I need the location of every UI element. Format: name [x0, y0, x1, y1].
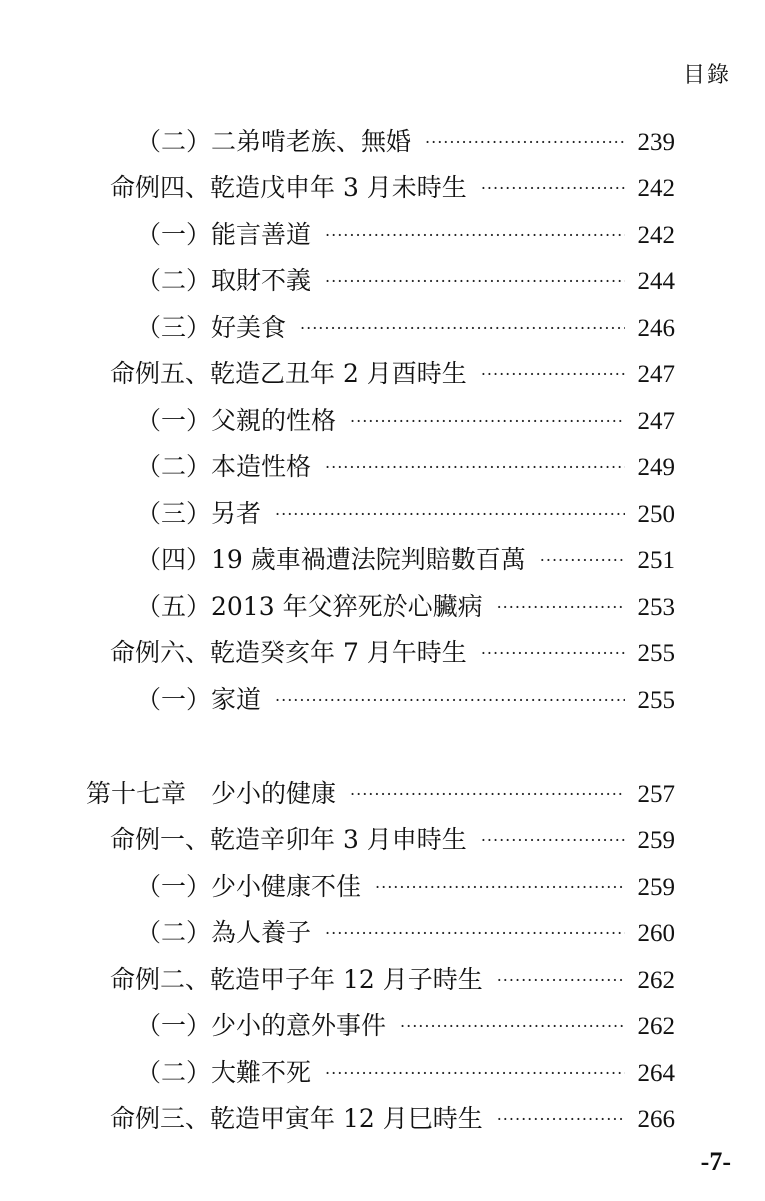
- dot-leader: [325, 259, 625, 295]
- toc-entry: [136, 263, 675, 299]
- toc-entry: [136, 217, 675, 253]
- toc-entry-title: （四）19 歲車禍遭法院判賠數百萬: [136, 545, 526, 574]
- toc-entry-page: 260: [637, 920, 675, 947]
- toc-entry-page: 239: [637, 129, 675, 156]
- toc-entry-title: （二）本造性格: [136, 452, 312, 481]
- toc-entry-title: （三）另者: [136, 499, 262, 528]
- toc-entry-title: （二）大難不死: [136, 1058, 312, 1087]
- toc-entry-page: 250: [637, 501, 675, 528]
- toc-entry: [110, 1101, 675, 1137]
- toc-entry-title: （一）家道: [136, 685, 262, 714]
- toc-entry: [136, 310, 675, 346]
- toc-entry-page: 255: [637, 640, 675, 667]
- toc-entry-page: 251: [637, 547, 675, 574]
- dot-leader: [275, 678, 625, 714]
- dot-leader: [325, 445, 625, 481]
- toc-entry: [110, 635, 675, 671]
- toc-entry-page: 262: [637, 1013, 675, 1040]
- dot-leader: [425, 120, 625, 156]
- dot-leader: [300, 306, 625, 342]
- toc-entry-title: （一）少小的意外事件: [136, 1011, 387, 1040]
- toc-entry-title: （一）父親的性格: [136, 406, 337, 435]
- toc-entry-page: 247: [637, 408, 675, 435]
- page-number: -7-: [700, 1147, 731, 1176]
- toc-entry-page: 259: [637, 827, 675, 854]
- toc-entry-page: 247: [637, 361, 675, 388]
- toc-entry-title: （一）能言善道: [136, 220, 312, 249]
- toc-entry-page: 266: [637, 1106, 675, 1133]
- toc-entry-title: （三）好美食: [136, 313, 287, 342]
- toc-entry-page: 253: [637, 594, 675, 621]
- dot-leader: [325, 911, 625, 947]
- toc-entry: [110, 962, 675, 998]
- toc-entry-page: 242: [637, 175, 675, 202]
- toc-entry-page: 242: [637, 222, 675, 249]
- toc-entry-title: （五）2013 年父猝死於心臟病: [136, 592, 483, 621]
- dot-leader: [325, 1051, 625, 1087]
- toc-entry-page: 262: [637, 967, 675, 994]
- toc-entry: [136, 1008, 675, 1044]
- toc-entry: [136, 542, 675, 578]
- toc-entry: [110, 356, 675, 392]
- toc-entry-page: 264: [637, 1060, 675, 1087]
- toc-entry-title: 命例六、乾造癸亥年 7 月午時生: [110, 638, 467, 667]
- dot-leader: [481, 818, 625, 854]
- toc-entry: [136, 449, 675, 485]
- toc-entry-title: （二）二弟啃老族、無婚: [136, 127, 412, 156]
- dot-leader: [481, 352, 625, 388]
- toc-entry-page: 259: [637, 874, 675, 901]
- toc-chapter-entry: [86, 776, 675, 812]
- toc-entry: [136, 869, 675, 905]
- toc-entry-title: （二）為人養子: [136, 918, 312, 947]
- toc-entry: [136, 403, 675, 439]
- dot-leader: [497, 1097, 625, 1133]
- toc-entry: [110, 170, 675, 206]
- toc-entry-page: 249: [637, 454, 675, 481]
- toc-entry-title: （一）少小健康不佳: [136, 872, 362, 901]
- toc-entry-title: 命例二、乾造甲子年 12 月子時生: [110, 965, 483, 994]
- toc-entry-title: （二）取財不義: [136, 266, 312, 295]
- dot-leader: [497, 585, 625, 621]
- toc-entry: [136, 589, 675, 625]
- toc-entry-title: 第十七章 少小的健康: [86, 779, 337, 808]
- dot-leader: [275, 492, 625, 528]
- dot-leader: [540, 538, 625, 574]
- toc-entry-page: 246: [637, 315, 675, 342]
- dot-leader: [481, 631, 625, 667]
- toc-entry: [136, 1055, 675, 1091]
- dot-leader: [497, 958, 625, 994]
- toc-entry-page: 255: [637, 687, 675, 714]
- toc-entry-title: 命例四、乾造戊申年 3 月未時生: [110, 173, 467, 202]
- dot-leader: [375, 865, 625, 901]
- dot-leader: [350, 399, 625, 435]
- toc-entry: [136, 124, 675, 160]
- toc-entry-page: 244: [637, 268, 675, 295]
- toc-entry: [136, 496, 675, 532]
- toc-entry-title: 命例五、乾造乙丑年 2 月酉時生: [110, 359, 467, 388]
- toc-entry-title: 命例三、乾造甲寅年 12 月巳時生: [110, 1104, 483, 1133]
- running-header: 目錄: [682, 63, 731, 88]
- dot-leader: [325, 213, 625, 249]
- toc-entry-title: 命例一、乾造辛卯年 3 月申時生: [110, 825, 467, 854]
- dot-leader: [481, 166, 625, 202]
- dot-leader: [350, 772, 625, 808]
- dot-leader: [400, 1004, 625, 1040]
- toc-entry-page: 257: [637, 781, 675, 808]
- toc-entry: [136, 682, 675, 718]
- toc-entry: [110, 822, 675, 858]
- toc-entry: [136, 915, 675, 951]
